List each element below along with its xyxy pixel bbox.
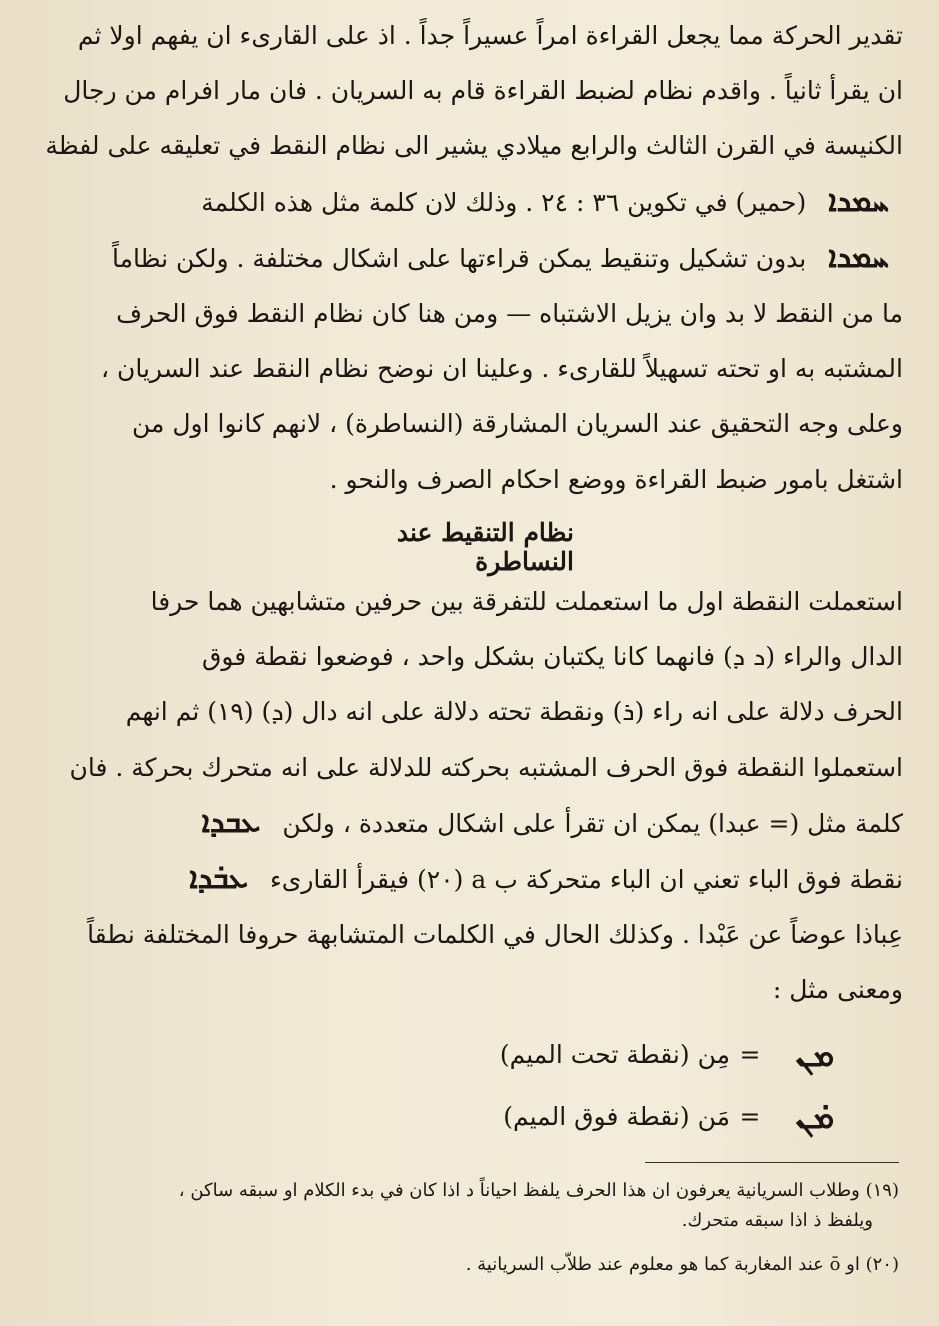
syriac-word: ܥܒ̇ܕܐ — [189, 861, 249, 897]
paragraph-2 — [40, 574, 903, 1018]
text-line: المشتبه به او تحته تسهيلاً للقارىء . وعلينا ان نوضح نظام النقط عند السريان ، — [100, 354, 903, 384]
footnotes — [40, 1176, 899, 1280]
example-row — [340, 1086, 860, 1148]
text-line-with-syriac — [40, 174, 903, 230]
section-heading: نظام التنقيط عند النساطرة — [396, 518, 574, 576]
text-line: عِباذا عوضاً عن عَبْدا . وكذلك الحال في الكلمات المتشابهة حروفا المختلفة نطقاً — [87, 920, 903, 950]
text-line-with-syriac — [40, 851, 903, 907]
syriac-word: ܥܒܕܐ — [201, 804, 261, 840]
footnote-20: (٢٠) او ō عند المغاربة كما هو معلوم عند طلاّب السريانية . — [465, 1254, 899, 1275]
syriac-word: ܡܢ — [795, 1036, 835, 1074]
text-line: استعملت النقطة اول ما استعملت للتفرقة بين حرفين متشابهين هما حرفا — [150, 587, 903, 616]
text-line: ومعنى مثل : — [772, 975, 903, 1005]
text-segment: (حمير) في تكوين ٣٦ : ٢٤ . وذلك لان كلمة مثل هذه الكلمة — [201, 187, 807, 217]
example-list — [340, 1024, 860, 1148]
equals-sign: = — [739, 1040, 761, 1069]
text-line: الحرف دلالة على انه راء (ܪ) ونقطة تحته دلالة على انه دال (ܕ) (١٩) ثم انهم — [125, 697, 903, 727]
text-line-with-syriac — [40, 795, 903, 851]
text-line-with-syriac — [40, 230, 903, 286]
syriac-word: ܡ̇ܢ — [795, 1098, 835, 1136]
footnote-19-continued: ويلفظ ذ اذا سبقه متحرك. — [681, 1210, 873, 1231]
paragraph-1 — [40, 8, 903, 507]
text-line: الدال والراء (ܖ ܕ) فانهما كانا يكتبان بشكل واحد ، فوضعوا نقطة فوق — [202, 642, 903, 672]
equals-sign: = — [739, 1102, 761, 1131]
example-row — [340, 1024, 860, 1086]
footnote-divider — [645, 1162, 899, 1163]
text-segment: نقطة فوق الباء تعني ان الباء متحركة ب a (٢٠) فيقرأ القارىء — [270, 865, 903, 895]
text-line: ما من النقط لا بد وان يزيل الاشتباه — ومن هنا كان نظام النقط فوق الحرف — [116, 299, 903, 329]
text-line: الكنيسة في القرن الثالث والرابع ميلادي يشير الى نظام النقط في تعليقه على لفظة — [45, 131, 903, 161]
text-line: تقدير الحركة مما يجعل القراءة امراً عسيراً جداً . اذ على القارىء ان يفهم اولا ثم — [77, 21, 903, 50]
text-line: استعملوا النقطة فوق الحرف المشتبه بحركته للدلالة على انه متحرك بحركة . فان — [69, 752, 903, 782]
text-segment: كلمة مثل (= عبدا) يمكن ان تقرأ على اشكال متعددة ، ولكن — [282, 808, 903, 838]
syriac-word: ܚܡܖܐ — [828, 183, 889, 219]
text-line: ان يقرأ ثانياً . واقدم نظام لضبط القراءة قام به السريان . فان مار افرام من رجال — [63, 76, 903, 106]
text-segment: بدون تشكيل وتنقيط يمكن قراءتها على اشكال مختلفة . ولكن نظاماً — [111, 243, 807, 273]
example-meaning: مَن (نقطة فوق الميم) — [503, 1102, 730, 1131]
text-line: وعلى وجه التحقيق عند السريان المشارقة (النساطرة) ، لانهم كانوا اول من — [132, 409, 903, 439]
syriac-word: ܚܡܖܐ — [828, 239, 889, 275]
footnote-19: (١٩) وطلاب السريانية يعرفون ان هذا الحرف يلفظ احياناً د اذا كان في بدء الكلام او سبقه ساكن ، — [178, 1180, 899, 1201]
example-meaning: مِن (نقطة تحت الميم) — [499, 1040, 730, 1069]
text-line: اشتغل بامور ضبط القراءة ووضع احكام الصرف والنحو . — [329, 464, 903, 494]
